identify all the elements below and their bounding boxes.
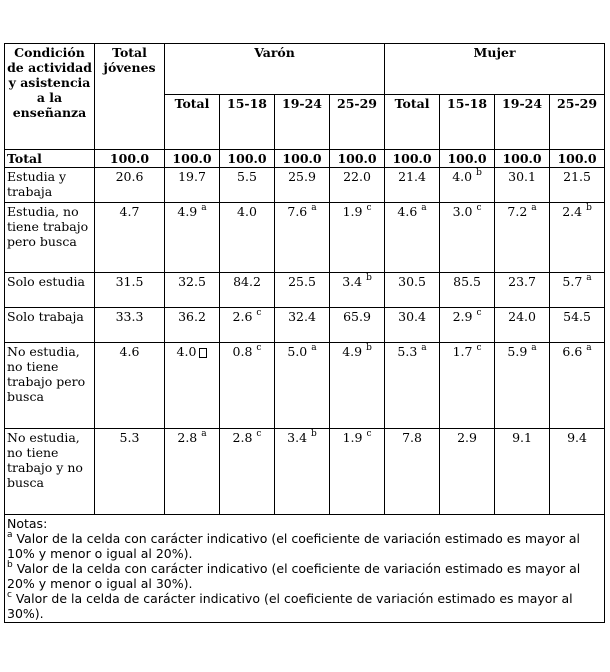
table-cell bbox=[440, 429, 495, 515]
table-cell bbox=[550, 343, 605, 429]
cell-total-jovenes: 33.3 bbox=[95, 308, 165, 343]
row-label: Estudia, no tiene trabajo pero busca bbox=[5, 203, 95, 273]
table-cell bbox=[550, 203, 605, 273]
table-cell bbox=[495, 168, 550, 203]
table-cell bbox=[165, 203, 220, 273]
table-cell bbox=[330, 273, 385, 308]
cell-value: 1.9 bbox=[342, 204, 363, 219]
cell-note-mark: b bbox=[366, 272, 372, 283]
cell-value: 4.0 bbox=[176, 344, 197, 359]
cell-value: 5.0 bbox=[287, 344, 308, 359]
table-cell bbox=[220, 150, 275, 168]
cell-value: 100.0 bbox=[172, 151, 212, 166]
row-label: No estudia, no tiene trabajo pero busca bbox=[5, 343, 95, 429]
table-cell bbox=[165, 343, 220, 429]
missing-glyph-icon bbox=[199, 348, 207, 358]
table-row bbox=[5, 343, 605, 429]
cell-value: 85.5 bbox=[453, 274, 481, 289]
table-cell bbox=[275, 343, 330, 429]
cell-note-mark: c bbox=[256, 428, 262, 439]
cell-value: 30.4 bbox=[398, 309, 426, 324]
note-a: $^a$ Valor de la celda con carácter indicativo (el coeficiente de variación estimado es mayor al 10% y menor o igual al 20%). bbox=[7, 529, 581, 561]
table-cell bbox=[275, 203, 330, 273]
cell-value: 32.4 bbox=[288, 309, 316, 324]
table-body bbox=[5, 150, 605, 515]
header-mujer-15-18: 15-18 bbox=[440, 95, 495, 150]
table-cell bbox=[165, 168, 220, 203]
cell-value: 7.2 bbox=[507, 204, 528, 219]
cell-value: 100.0 bbox=[282, 151, 322, 166]
cell-value: 100.0 bbox=[447, 151, 487, 166]
table-cell bbox=[550, 168, 605, 203]
table-cell bbox=[330, 429, 385, 515]
table-cell bbox=[440, 168, 495, 203]
table-cell bbox=[275, 308, 330, 343]
table-cell bbox=[330, 308, 385, 343]
total-row bbox=[5, 150, 605, 168]
cell-note-mark: a bbox=[201, 428, 207, 439]
cell-value: 3.4 bbox=[287, 430, 308, 445]
cell-note-mark: a bbox=[421, 342, 427, 353]
cell-value: 65.9 bbox=[343, 309, 371, 324]
table-cell bbox=[495, 308, 550, 343]
cell-value: 21.4 bbox=[398, 169, 426, 184]
table-cell bbox=[330, 168, 385, 203]
header-varon-19-24: 19-24 bbox=[275, 95, 330, 150]
table-cell bbox=[385, 273, 440, 308]
table-cell bbox=[550, 429, 605, 515]
table-cell bbox=[275, 168, 330, 203]
cell-note-mark: a bbox=[531, 342, 537, 353]
cell-note-mark: b bbox=[586, 202, 592, 213]
table-cell bbox=[385, 429, 440, 515]
header-varon: Varón bbox=[165, 44, 385, 95]
cell-value: 4.6 bbox=[397, 204, 418, 219]
table-cell bbox=[220, 429, 275, 515]
cell-note-mark: c bbox=[256, 342, 262, 353]
cell-value: 4.9 bbox=[177, 204, 198, 219]
cell-value: 5.7 bbox=[562, 274, 583, 289]
header-mujer-19-24: 19-24 bbox=[495, 95, 550, 150]
table-cell bbox=[440, 273, 495, 308]
table-cell bbox=[495, 150, 550, 168]
cell-value: 21.5 bbox=[563, 169, 591, 184]
cell-total-jovenes: 4.6 bbox=[95, 343, 165, 429]
cell-value: 100.0 bbox=[392, 151, 432, 166]
cell-note-mark: a bbox=[311, 202, 317, 213]
row-label: Estudia y trabaja bbox=[5, 168, 95, 203]
table-cell bbox=[550, 273, 605, 308]
cell-value: 7.6 bbox=[287, 204, 308, 219]
cell-value: 1.9 bbox=[342, 430, 363, 445]
cell-value: 32.5 bbox=[178, 274, 206, 289]
cell-note-mark: a bbox=[201, 202, 207, 213]
cell-value: 3.0 bbox=[452, 204, 473, 219]
cell-value: 7.8 bbox=[402, 430, 422, 445]
table-cell bbox=[440, 150, 495, 168]
table-cell bbox=[495, 343, 550, 429]
cell-value: 84.2 bbox=[233, 274, 261, 289]
cell-note-mark: a bbox=[586, 342, 592, 353]
cell-note-mark: c bbox=[476, 307, 482, 318]
table-cell bbox=[165, 273, 220, 308]
table-cell bbox=[275, 273, 330, 308]
cell-note-mark: c bbox=[366, 202, 372, 213]
cell-value: 6.6 bbox=[562, 344, 583, 359]
cell-value: 25.5 bbox=[288, 274, 316, 289]
table-cell bbox=[385, 343, 440, 429]
row-label: Solo trabaja bbox=[5, 308, 95, 343]
table-cell bbox=[495, 203, 550, 273]
cell-value: 4.0 bbox=[452, 169, 473, 184]
cell-value: 2.8 bbox=[177, 430, 198, 445]
cell-value: 4.0 bbox=[237, 204, 257, 219]
cell-total-jovenes: 31.5 bbox=[95, 273, 165, 308]
cell-value: 0.8 bbox=[232, 344, 253, 359]
cell-note-mark: b bbox=[476, 167, 482, 178]
table-cell bbox=[385, 308, 440, 343]
notes-row bbox=[5, 515, 605, 623]
row-label: Total bbox=[5, 150, 95, 168]
row-label: No estudia, no tiene trabajo y no busca bbox=[5, 429, 95, 515]
cell-total-jovenes: 20.6 bbox=[95, 168, 165, 203]
header-varon-25-29: 25-29 bbox=[330, 95, 385, 150]
row-label: Solo estudia bbox=[5, 273, 95, 308]
table-cell bbox=[220, 273, 275, 308]
cell-value: 3.4 bbox=[342, 274, 363, 289]
cell-note-mark: c bbox=[256, 307, 262, 318]
cell-value: 2.9 bbox=[457, 430, 477, 445]
note-c: $^c$ Valor de la celda de carácter indicativo (el coeficiente de variación estimado es mayor al 30%). bbox=[7, 589, 573, 621]
table-cell bbox=[275, 429, 330, 515]
cell-value: 54.5 bbox=[563, 309, 591, 324]
cell-note-mark: c bbox=[476, 342, 482, 353]
cell-note-mark: a bbox=[531, 202, 537, 213]
cell-value: 5.5 bbox=[237, 169, 257, 184]
cell-value: 36.2 bbox=[178, 309, 206, 324]
header-varon-total: Total bbox=[165, 95, 220, 150]
cell-note-mark: a bbox=[586, 272, 592, 283]
table-row bbox=[5, 168, 605, 203]
cell-value: 5.3 bbox=[397, 344, 418, 359]
cell-note-mark: c bbox=[366, 428, 372, 439]
cell-note-mark: a bbox=[421, 202, 427, 213]
header-mujer: Mujer bbox=[385, 44, 605, 95]
table-cell bbox=[550, 308, 605, 343]
table-cell bbox=[165, 429, 220, 515]
table-cell bbox=[495, 273, 550, 308]
table-cell bbox=[385, 168, 440, 203]
header-total-jovenes: Total jóvenes bbox=[95, 44, 165, 150]
cell-value: 9.1 bbox=[512, 430, 532, 445]
cell-value: 25.9 bbox=[288, 169, 316, 184]
table-cell bbox=[330, 343, 385, 429]
table-cell bbox=[550, 150, 605, 168]
table-cell bbox=[165, 150, 220, 168]
cell-value: 22.0 bbox=[343, 169, 371, 184]
header-varon-15-18: 15-18 bbox=[220, 95, 275, 150]
cell-value: 2.9 bbox=[452, 309, 473, 324]
table-cell bbox=[440, 203, 495, 273]
cell-note-mark: b bbox=[311, 428, 317, 439]
table-cell bbox=[385, 203, 440, 273]
cell-value: 2.8 bbox=[232, 430, 253, 445]
header-condicion: Condición de actividad y asistencia a la enseñanza bbox=[5, 44, 95, 150]
table-cell bbox=[220, 168, 275, 203]
table-cell bbox=[330, 150, 385, 168]
cell-value: 100.0 bbox=[557, 151, 597, 166]
cell-value: 19.7 bbox=[178, 169, 206, 184]
header-mujer-total: Total bbox=[385, 95, 440, 150]
cell-value: 100.0 bbox=[227, 151, 267, 166]
cell-value: 2.4 bbox=[562, 204, 583, 219]
table-cell bbox=[440, 308, 495, 343]
notes bbox=[5, 515, 605, 623]
cell-value: 30.5 bbox=[398, 274, 426, 289]
note-b: $^b$ Valor de la celda con carácter indicativo (el coeficiente de variación estimado es mayor al 20% y menor o igual al 30%). bbox=[7, 559, 581, 591]
notes-title: Notas: bbox=[7, 516, 48, 531]
cell-value: 100.0 bbox=[502, 151, 542, 166]
table-cell bbox=[440, 343, 495, 429]
cell-value: 5.9 bbox=[507, 344, 528, 359]
table-cell bbox=[165, 308, 220, 343]
table-cell bbox=[220, 308, 275, 343]
table-row bbox=[5, 203, 605, 273]
cell-value: 24.0 bbox=[508, 309, 536, 324]
cell-value: 4.9 bbox=[342, 344, 363, 359]
table-cell bbox=[330, 203, 385, 273]
header-row-groups bbox=[5, 44, 605, 95]
cell-value: 23.7 bbox=[508, 274, 536, 289]
cell-total-jovenes: 100.0 bbox=[95, 150, 165, 168]
header-mujer-25-29: 25-29 bbox=[550, 95, 605, 150]
cell-total-jovenes: 5.3 bbox=[95, 429, 165, 515]
table-row bbox=[5, 308, 605, 343]
table-cell bbox=[495, 429, 550, 515]
cell-value: 30.1 bbox=[508, 169, 536, 184]
cell-total-jovenes: 4.7 bbox=[95, 203, 165, 273]
table-cell bbox=[220, 343, 275, 429]
data-table bbox=[4, 43, 605, 623]
table-cell bbox=[220, 203, 275, 273]
cell-value: 100.0 bbox=[337, 151, 377, 166]
table-cell bbox=[275, 150, 330, 168]
table-cell bbox=[385, 150, 440, 168]
cell-value: 2.6 bbox=[232, 309, 253, 324]
table-row bbox=[5, 429, 605, 515]
cell-note-mark: a bbox=[311, 342, 317, 353]
table-row bbox=[5, 273, 605, 308]
cell-value: 1.7 bbox=[452, 344, 473, 359]
cell-value: 9.4 bbox=[567, 430, 587, 445]
cell-note-mark: c bbox=[476, 202, 482, 213]
cell-note-mark: b bbox=[366, 342, 372, 353]
